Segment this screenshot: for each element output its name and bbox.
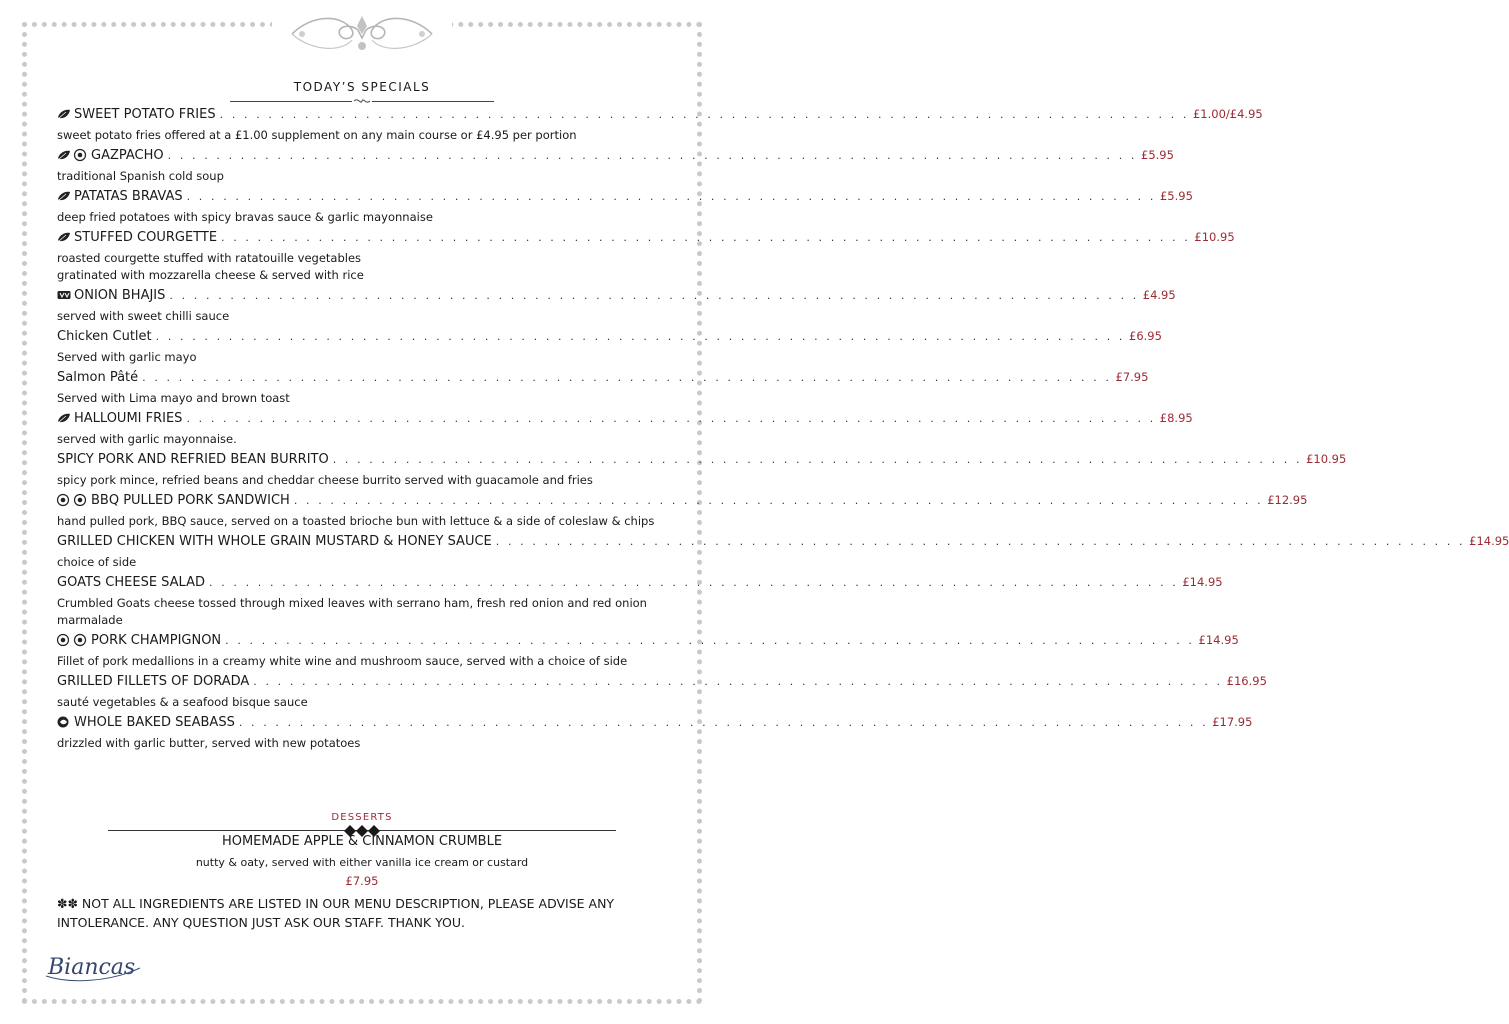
- menu-item-name-text: STUFFED COURGETTE: [74, 230, 218, 245]
- desserts-title: DESSERTS: [331, 812, 393, 823]
- menu-item-description-line: drizzled with garlic butter, served with new potatoes: [57, 736, 361, 750]
- menu-item-line: [57, 534, 1509, 554]
- menu-item-description-line: sweet potato fries offered at a £1.00 supplement on any main course or £4.95 per portion: [57, 128, 577, 142]
- dessert-name: HOMEMADE APPLE & CINNAMON CRUMBLE: [221, 834, 503, 849]
- menu-item-description-line: traditional Spanish cold soup: [57, 169, 224, 183]
- menu-item-description: [57, 349, 669, 366]
- menu-item-line: [57, 148, 1174, 168]
- menu-item: [57, 452, 1347, 489]
- menu-item-description: [57, 390, 669, 407]
- dot-leader: . . . . . . . . . . . . . . . . . . . . . . . . . . . . . . . . . . . . . . . . . . . . . . . . . . . . . . . . . . . . . . . . . . . . . . . . . . . . . . . .: [169, 289, 1139, 302]
- menu-item-name-text: PATATAS BRAVAS: [74, 189, 183, 204]
- menu-item-line: [57, 715, 1253, 735]
- menu-item-line: [57, 411, 1193, 431]
- menu-item-description-line: Crumbled Goats cheese tossed through mixed leaves with serrano ham, fresh red onion and red onion marmalade: [57, 596, 647, 627]
- vegan-icon: [57, 289, 71, 301]
- dot-leader: . . . . . . . . . . . . . . . . . . . . . . . . . . . . . . . . . . . . . . . . . . . . . . . . . . . . . . . . . . . . . . . . . . . . . . . . . . . . . . . .: [253, 675, 1223, 688]
- dot-leader: . . . . . . . . . . . . . . . . . . . . . . . . . . . . . . . . . . . . . . . . . . . . . . . . . . . . . . . . . . . . . . . . . . . . . . . . . . . . . . . .: [209, 576, 1179, 589]
- menu-item-name: [57, 230, 217, 245]
- menu-item-description: [57, 694, 669, 711]
- menu-item-description-line: served with garlic mayonnaise.: [57, 432, 237, 446]
- menu-item-price: £1.00/£4.95: [1192, 107, 1263, 121]
- menu-item-description: [57, 472, 669, 489]
- menu-item-price: £16.95: [1226, 674, 1267, 688]
- menu-item-name-text: GOATS CHEESE SALAD: [57, 575, 205, 590]
- menu-item-description: [57, 554, 669, 571]
- menu-item-price: £7.95: [1115, 370, 1149, 384]
- menu-item-name: [57, 493, 290, 508]
- menu-item-line: [57, 493, 1308, 513]
- menu-item: [57, 633, 1239, 670]
- menu-item-description-line: roasted courgette stuffed with ratatouille vegetables: [57, 251, 362, 265]
- menu-item: [57, 288, 1176, 325]
- menu-item-name-text: Salmon Pâté: [57, 370, 139, 385]
- menu-item-line: [57, 674, 1267, 694]
- menu-item: [57, 674, 1267, 711]
- menu-item-price: £14.95: [1182, 575, 1223, 589]
- menu-item-price: £5.95: [1141, 148, 1174, 162]
- menu-item-line: [57, 633, 1239, 653]
- menu-item-price: £17.95: [1212, 715, 1253, 729]
- menu-item-price: £4.95: [1142, 288, 1176, 302]
- dessert-price: £7.95: [345, 874, 379, 888]
- menu-item-description: [57, 127, 669, 144]
- menu-item-name: [57, 148, 164, 163]
- menu-item-description-line: hand pulled pork, BBQ sauce, served on a toasted brioche bun with lettuce & a side of coleslaw & chips: [57, 514, 655, 528]
- menu-item: [57, 370, 1149, 407]
- menu-item-line: [57, 452, 1347, 472]
- menu-item-price: £10.95: [1194, 230, 1235, 244]
- menu-item-line: [57, 230, 1235, 250]
- menu-item-price: £14.95: [1198, 633, 1239, 647]
- menu-item-name: [57, 575, 205, 590]
- menu-item-name: [57, 715, 235, 730]
- menu-item: [57, 575, 1223, 629]
- dot-leader: . . . . . . . . . . . . . . . . . . . . . . . . . . . . . . . . . . . . . . . . . . . . . . . . . . . . . . . . . . . . . . . . . . . . . . . . . . . . . . . .: [221, 231, 1191, 244]
- menu-item-description-line: Fillet of pork medallions in a creamy white wine and mushroom sauce, served with a choice of side: [57, 654, 628, 668]
- dot-leader: . . . . . . . . . . . . . . . . . . . . . . . . . . . . . . . . . . . . . . . . . . . . . . . . . . . . . . . . . . . . . . . . . . . . . . . . . . . . . . . .: [495, 535, 1466, 548]
- menu-item-line: [57, 189, 1193, 209]
- specials-title: TODAY’S SPECIALS: [293, 80, 431, 94]
- menu-item: [57, 107, 1263, 144]
- menu-item-line: [57, 370, 1149, 390]
- dessert-description: nutty & oaty, served with either vanilla ice cream or custard: [195, 856, 529, 869]
- menu-item-description-line: gratinated with mozzarella cheese & served with rice: [57, 268, 364, 282]
- vegetarian-leaf-icon: [57, 149, 71, 161]
- menu-item-name-text: GRILLED CHICKEN WITH WHOLE GRAIN MUSTARD & HONEY SAUCE: [57, 534, 492, 549]
- menu-item-name-text: SPICY PORK AND REFRIED BEAN BURRITO: [57, 452, 329, 467]
- dot-leader: . . . . . . . . . . . . . . . . . . . . . . . . . . . . . . . . . . . . . . . . . . . . . . . . . . . . . . . . . . . . . . . . . . . . . . . . . . . . . . . .: [238, 716, 1209, 729]
- menu-item-description: [57, 431, 669, 448]
- menu-item-name-text: HALLOUMI FRIES: [74, 411, 183, 426]
- menu-item-description-line: Served with Lima mayo and brown toast: [57, 391, 290, 405]
- menu-item-name: [57, 452, 329, 467]
- menu-item-price: £10.95: [1306, 452, 1347, 466]
- gluten-free-icon: [74, 634, 88, 646]
- menu-item-description-line: spicy pork mince, refried beans and cheddar cheese burrito served with guacamole and fries: [57, 473, 593, 487]
- menu-item-name: [57, 288, 165, 303]
- menu-item-name-text: SWEET POTATO FRIES: [74, 107, 216, 122]
- menu-item-description: [57, 250, 669, 284]
- menu-item-description: [57, 735, 669, 752]
- menu-item: [57, 189, 1193, 226]
- menu-item-name: [57, 107, 216, 122]
- menu-item-name-text: Chicken Cutlet: [57, 329, 152, 344]
- menu-item: [57, 329, 1162, 366]
- menu-item-description-line: deep fried potatoes with spicy bravas sauce & garlic mayonnaise: [57, 210, 433, 224]
- menu-item-name: [57, 411, 182, 426]
- menu-item-name: [57, 534, 492, 549]
- biancas-logo-icon: [40, 946, 148, 986]
- vegetarian-leaf-icon: [57, 231, 71, 243]
- menu-item-name-text: ONION BHAJIS: [74, 288, 166, 303]
- menu-item-name-text: GRILLED FILLETS OF DORADA: [57, 674, 250, 689]
- menu-item-description: [57, 595, 669, 629]
- vegetarian-leaf-icon: [57, 108, 71, 120]
- menu-item-description: [57, 653, 669, 670]
- lactose-free-icon: [57, 634, 71, 646]
- menu-item: [57, 230, 1235, 284]
- menu-item-price: £12.95: [1267, 493, 1308, 507]
- menu-item-name-text: WHOLE BAKED SEABASS: [74, 715, 235, 730]
- menu-item: [57, 534, 1509, 571]
- dot-leader: . . . . . . . . . . . . . . . . . . . . . . . . . . . . . . . . . . . . . . . . . . . . . . . . . . . . . . . . . . . . . . . . . . . . . . . . . . . . . . . .: [142, 371, 1112, 384]
- menu-item: [57, 715, 1253, 752]
- flourish-ornament-icon: [272, 8, 452, 60]
- menu-item-description-line: served with sweet chilli sauce: [57, 309, 230, 323]
- menu-item-description: [57, 209, 669, 226]
- menu-item-price: £8.95: [1159, 411, 1193, 425]
- divider-swirl-icon: [352, 97, 372, 105]
- dot-leader: . . . . . . . . . . . . . . . . . . . . . . . . . . . . . . . . . . . . . . . . . . . . . . . . . . . . . . . . . . . . . . . . . . . . . . . . . . . . . . . .: [186, 412, 1156, 425]
- dot-leader: . . . . . . . . . . . . . . . . . . . . . . . . . . . . . . . . . . . . . . . . . . . . . . . . . . . . . . . . . . . . . . . . . . . . . . . . . . . . . . . .: [225, 634, 1195, 647]
- menu-item-description: [57, 513, 669, 530]
- dot-leader: . . . . . . . . . . . . . . . . . . . . . . . . . . . . . . . . . . . . . . . . . . . . . . . . . . . . . . . . . . . . . . . . . . . . . . . . . . . . . . . .: [332, 453, 1303, 466]
- dot-leader: . . . . . . . . . . . . . . . . . . . . . . . . . . . . . . . . . . . . . . . . . . . . . . . . . . . . . . . . . . . . . . . . . . . . . . . . . . . . . . . .: [167, 149, 1137, 162]
- menu-item-price: £5.95: [1159, 189, 1193, 203]
- menu-item-name-text: PORK CHAMPIGNON: [91, 633, 222, 648]
- menu-item-line: [57, 329, 1162, 349]
- menu-item-name: [57, 370, 138, 385]
- menu-item-price: £14.95: [1469, 534, 1509, 548]
- allergy-notice: ✽✽ NOT ALL INGREDIENTS ARE LISTED IN OUR MENU DESCRIPTION, PLEASE ADVISE ANY INTOLERANCE. ANY QUESTION JUST ASK OUR STAFF. THANK YOU.: [57, 896, 615, 930]
- gluten-free-fish-icon: [57, 716, 71, 728]
- dot-leader: . . . . . . . . . . . . . . . . . . . . . . . . . . . . . . . . . . . . . . . . . . . . . . . . . . . . . . . . . . . . . . . . . . . . . . . . . . . . . . . .: [186, 190, 1156, 203]
- dot-leader: . . . . . . . . . . . . . . . . . . . . . . . . . . . . . . . . . . . . . . . . . . . . . . . . . . . . . . . . . . . . . . . . . . . . . . . . . . . . . . . .: [155, 330, 1125, 343]
- menu-item-name: [57, 633, 221, 648]
- nut-free-icon: [74, 494, 88, 506]
- menu-item-name-text: BBQ PULLED PORK SANDWICH: [91, 493, 290, 508]
- menu-item-description: [57, 168, 669, 185]
- menu-item-description: [57, 308, 669, 325]
- dot-leader: . . . . . . . . . . . . . . . . . . . . . . . . . . . . . . . . . . . . . . . . . . . . . . . . . . . . . . . . . . . . . . . . . . . . . . . . . . . . . . . .: [293, 494, 1264, 507]
- logo-text: Biancas: [48, 955, 136, 980]
- menu-item-description-line: choice of side: [57, 555, 137, 569]
- menu-item-line: [57, 575, 1223, 595]
- menu-item-line: [57, 288, 1176, 308]
- menu-item-description-line: sauté vegetables & a seafood bisque sauce: [57, 695, 308, 709]
- menu-item-name-text: GAZPACHO: [91, 148, 164, 163]
- menu-item: [57, 493, 1308, 530]
- menu-item: [57, 148, 1174, 185]
- menu-item-line: [57, 107, 1263, 127]
- menu-item-name: [57, 674, 249, 689]
- specials-list: [57, 107, 1509, 756]
- dairy-free-icon: [74, 149, 88, 161]
- menu-item: [57, 411, 1193, 448]
- menu-item-description-line: Served with garlic mayo: [57, 350, 197, 364]
- dairy-free-icon: [57, 494, 71, 506]
- vegetarian-leaf-icon: [57, 190, 71, 202]
- dot-leader: . . . . . . . . . . . . . . . . . . . . . . . . . . . . . . . . . . . . . . . . . . . . . . . . . . . . . . . . . . . . . . . . . . . . . . . . . . . . . . . .: [219, 108, 1189, 121]
- menu-item-name: [57, 329, 152, 344]
- menu-item-price: £6.95: [1129, 329, 1162, 343]
- vegetarian-leaf-icon: [57, 412, 71, 424]
- menu-item-name: [57, 189, 183, 204]
